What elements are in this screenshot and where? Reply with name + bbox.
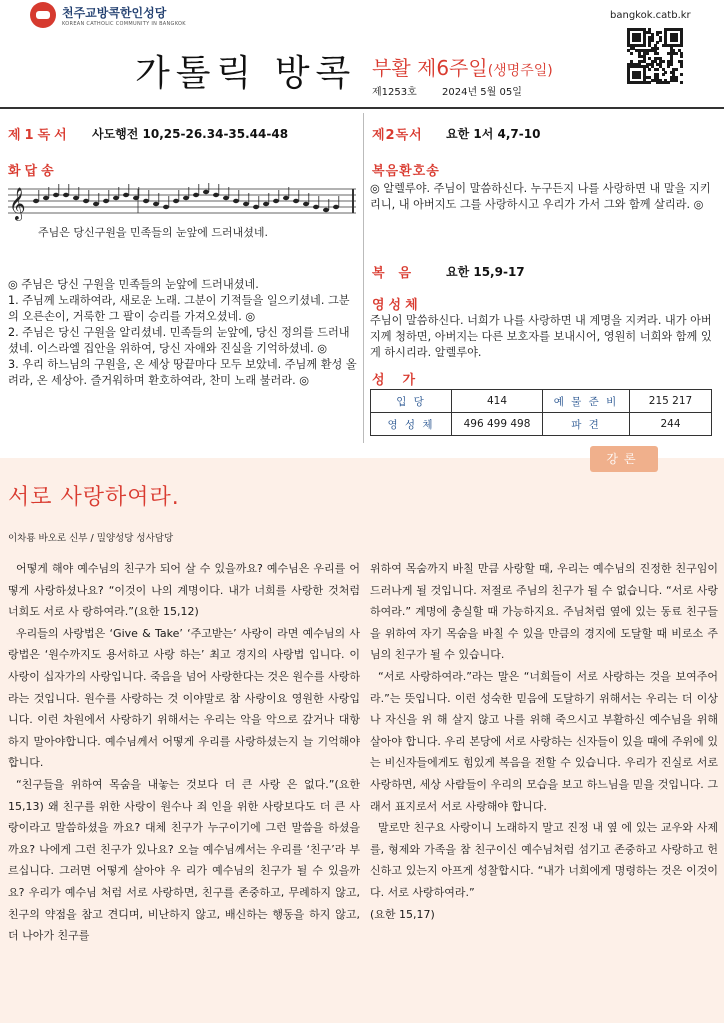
qr-module: [656, 68, 659, 71]
music-note: [83, 199, 89, 203]
music-note: [313, 205, 319, 209]
qr-module: [675, 39, 678, 42]
bulletin-title: 가톨릭 방콕: [135, 53, 357, 94]
qr-module: [680, 44, 683, 47]
sermon-column-right: [370, 558, 718, 925]
qr-module: [680, 73, 683, 76]
week-subtitle: (생명주일): [487, 63, 553, 79]
sermon-paragraph: 위하여 목숨까지 바칠 만큼 사랑할 때, 우리는 예수님의 진정한 친구임이 드러나게 될 것입니다. 저절로 주님의 친구가 될 수 없습니다. “서로 사랑하여라.” 계명에 충실할 때 가능하지요. 주님처럼 옆에 있는 동료 친구들을 위하여 자기 목숨을 바칠 수 있을 만큼의 경지에 도달할 때 비로소 주님의 친구가 될 수 있습니다.: [370, 562, 718, 662]
qr-module: [675, 52, 678, 55]
music-note: [193, 193, 199, 197]
table-row: [371, 390, 712, 413]
music-note: [93, 202, 99, 206]
hymn-offertory-label: 예 물 준 비: [543, 390, 630, 413]
hymn-offertory-value: 215 217: [630, 390, 712, 413]
qr-module: [664, 71, 667, 74]
music-note: [243, 202, 249, 206]
music-note: [223, 196, 229, 200]
qr-module: [667, 81, 670, 84]
hymn-entrance-value: 414: [452, 390, 543, 413]
hymn-dismissal-value: 244: [630, 413, 712, 436]
second-reading-ref: 요한 1서 4,7-10: [446, 127, 541, 141]
psalm-verses: [8, 277, 358, 389]
sermon-author: 이차룡 바오로 신부 / 밀양성당 성사담당: [8, 533, 174, 544]
qr-module: [675, 68, 678, 71]
church-logo[interactable]: [30, 2, 215, 32]
org-subtitle: KOREAN CATHOLIC COMMUNITY IN BANGKOK: [62, 21, 186, 27]
music-note: [113, 196, 119, 200]
sermon-column-left: [8, 558, 360, 947]
hymn-communion-value: 496 499 498: [452, 413, 543, 436]
qr-module: [656, 47, 659, 50]
gospel-ref: 요한 15,9-17: [446, 265, 525, 279]
music-note: [33, 199, 39, 203]
first-reading-ref: 사도행전 10,25-26.34-35.44-48: [92, 127, 289, 141]
music-note: [103, 199, 109, 203]
qr-module: [662, 60, 665, 63]
qr-code-icon[interactable]: [627, 28, 683, 84]
issue-date: 2024년 5월 05일: [442, 87, 522, 98]
sermon-tab[interactable]: 강론: [590, 446, 658, 472]
church-logo-icon: [30, 2, 56, 28]
music-note: [163, 205, 169, 209]
qr-module: [656, 41, 659, 44]
qr-module: [659, 31, 662, 34]
qr-module: [680, 81, 683, 84]
sermon-paragraph: 우리들의 사랑법은 ‘Give & Take’ ‘주고받는’ 사랑이 라면 예수님의 사랑법은 ‘원수까지도 용서하고 사랑 하는’ 최고 경지의 사랑법 입니다. 이 사랑이 십자가의 사랑입니다. 죽음을 넘어 사랑한다는 것은 원수를 사랑하라는 것입니다. 원수를 사랑하는 것 이야말로 참 사랑이요 영원한 사랑입니다. 이런 차원에서 사랑하기 위해서는 우리는 악을 악으로 갚거나 대항하지 말아야합니다. 예수님께서 어떻게 우리를 사랑하셨는지 늘 기억해야 합니다.: [8, 626, 360, 770]
qr-module: [648, 81, 651, 84]
org-name: 천주교방콕한인성당: [62, 6, 167, 20]
music-note: [273, 199, 279, 203]
music-note: [173, 199, 179, 203]
music-note: [73, 196, 79, 200]
liturgical-week: [372, 52, 553, 81]
qr-module: [638, 76, 641, 79]
header-divider: [0, 107, 724, 109]
first-reading-label: 제1독서: [8, 128, 71, 143]
music-note: [43, 196, 49, 200]
sermon-paragraph: “서로 사랑하여라.”라는 말은 “너희들이 서로 사랑하는 것을 보여주어라.”는 뜻입니다. 이런 성숙한 믿음에 도달하기 위해서는 우리는 더 이상 나 자신을 위 해 살지 않고 나를 위해 죽으시고 부활하신 예수님을 위해 살아야 합니다. 우리 본당에 서로 사랑하는 신자들이 있을 때에 주위에 있는 비신자들에게도 힘있게 복음을 전할 수 있습니다. 우리가 진실로 서로 사랑하면, 세상 사람들이 우리의 모습을 보고 하느님을 믿을 것입니다. 그래서 표지로서 서로 사랑해야 합니다.: [370, 669, 718, 813]
hymn-dismissal-label: 파 견: [543, 413, 630, 436]
sermon-title: 서로 사랑하여라.: [8, 485, 180, 510]
alleluia-text: ◎ 알렐루야. 주님이 말씀하신다. 누구든지 나를 사랑하면 내 말을 지키리니, 내 아버지도 그를 사랑하시고 우리가 가서 그와 함께 살리라. ◎: [370, 182, 711, 211]
qr-module: [656, 52, 659, 55]
issue-number: 제1253호: [372, 87, 417, 98]
psalm-label: 화답송: [8, 164, 58, 179]
hymn-communion-label: 영 성 체: [371, 413, 452, 436]
qr-module: [680, 55, 683, 58]
music-note: [263, 202, 269, 206]
qr-module: [630, 52, 633, 55]
qr-module: [643, 44, 646, 47]
psalm-refrain: ◎ 주님은 당신 구원을 민족들의 눈앞에 드러내셨네.: [8, 278, 259, 291]
music-note: [133, 196, 139, 200]
music-note: [183, 196, 189, 200]
qr-module: [648, 68, 651, 71]
communion-label: 영성체: [372, 298, 422, 313]
qr-module: [670, 63, 673, 66]
music-note: [203, 190, 209, 194]
qr-module: [638, 39, 641, 42]
music-note: [153, 202, 159, 206]
music-note: [303, 202, 309, 206]
music-note: [123, 193, 129, 197]
music-staff-icon: [8, 183, 356, 223]
qr-module: [646, 52, 649, 55]
psalm-verse-3: 3. 우리 하느님의 구원을, 온 세상 땅끝마다 모두 보았네. 주님께 환성 올려라, 온 세상아. 즐거워하며 환호하여라, 찬미 노래 불러라. ◎: [8, 358, 357, 387]
music-note: [253, 205, 259, 209]
qr-module: [667, 65, 670, 68]
table-row: [371, 413, 712, 436]
communion-text: 주님이 말씀하신다. 너희가 나를 사랑하면 내 계명을 지켜라. 내가 아버지께 청하면, 아버지는 다른 보호자를 보내시어, 영원히 너희와 함께 있게 하시리라. 알렐루야.: [370, 314, 712, 359]
qr-module: [680, 65, 683, 68]
refrain-caption: 주님은 당신구원을 민족들의 눈앞에 드러내셨네.: [38, 226, 269, 239]
sermon-citation: (요한 15,17): [370, 907, 435, 921]
alleluia-label: 복음환호송: [372, 164, 440, 179]
svg-text:𝄞: 𝄞: [9, 187, 26, 220]
second-reading-label: 제2독서: [372, 128, 423, 143]
column-divider: [363, 113, 364, 443]
music-note: [283, 196, 289, 200]
psalm-verse-2: 2. 주님은 당신 구원을 알리셨네. 민족들의 눈앞에, 당신 정의를 드러내셨네. 이스라엘 집안을 위하여, 당신 자애와 진실을 기억하셨네. ◎: [8, 326, 350, 355]
music-note: [213, 193, 219, 197]
music-note: [53, 193, 59, 197]
music-note: [233, 199, 239, 203]
music-note: [333, 205, 339, 209]
sermon-paragraph: “친구들을 위하여 목숨을 내놓는 것보다 더 큰 사랑 은 없다.”(요한 15,13) 왜 친구를 위한 사랑이 원수나 죄 인을 위한 사랑보다도 더 큰 사랑이라고 말씀하셨을 까요? 대체 친구가 누구이기에 그런 말씀을 하셨을까요? 나에게 그런 친구가 있나요? 오늘 예수님께서는 우리를 ‘친구’라 부르십니다. 그러면 어떻게 살아야 우 리가 예수님의 친구가 될 수 있을까요? 우리가 예수님 처럼 서로 사랑하면, 친구를 존중하고, 무례하지 않고, 친구의 약점을 참고 견디며, 비난하지 않고, 배신하는 행동을 하지 않고, 더 나아가 친구를: [8, 777, 360, 943]
sermon-paragraph: 어떻게 해야 예수님의 친구가 되어 살 수 있을까요? 예수님은 우리를 어떻게 사랑하셨나요? “이것이 나의 계명이다. 내가 너희를 사랑한 것처럼 너희도 서로 사 랑하여라.”(요한 15,12): [8, 562, 360, 619]
qr-module: [662, 73, 665, 76]
hymn-entrance-label: 입 당: [371, 390, 452, 413]
site-url-link[interactable]: bangkok.catb.kr: [610, 10, 691, 21]
music-note: [63, 193, 69, 197]
music-note: [323, 208, 329, 212]
music-note: [293, 199, 299, 203]
music-note: [143, 199, 149, 203]
week-name: 부활 제6주일: [372, 56, 488, 80]
psalm-verse-1: 1. 주님께 노래하여라, 새로운 노래. 그분이 기적들을 일으키셨네. 그분의 오른손이, 거룩한 그 팔이 승리를 가져오셨네. ◎: [8, 294, 350, 323]
gospel-label: 복음: [372, 266, 426, 281]
sermon-paragraph: 말로만 친구요 사랑이니 노래하지 말고 진정 내 옆 에 있는 교우와 사제를, 형제와 가족을 참 친구이신 예수님처럼 섬기고 존중하고 사랑하고 헌신하고 있는지 아프게 성찰합시다. “내가 너희에게 명령하는 것은 이것이다. 서로 사랑하여라.”: [370, 821, 718, 899]
qr-module: [675, 79, 678, 82]
hymns-label: 성가: [372, 373, 434, 388]
hymn-table: [370, 389, 712, 436]
qr-module: [651, 39, 654, 42]
qr-module: [659, 39, 662, 42]
